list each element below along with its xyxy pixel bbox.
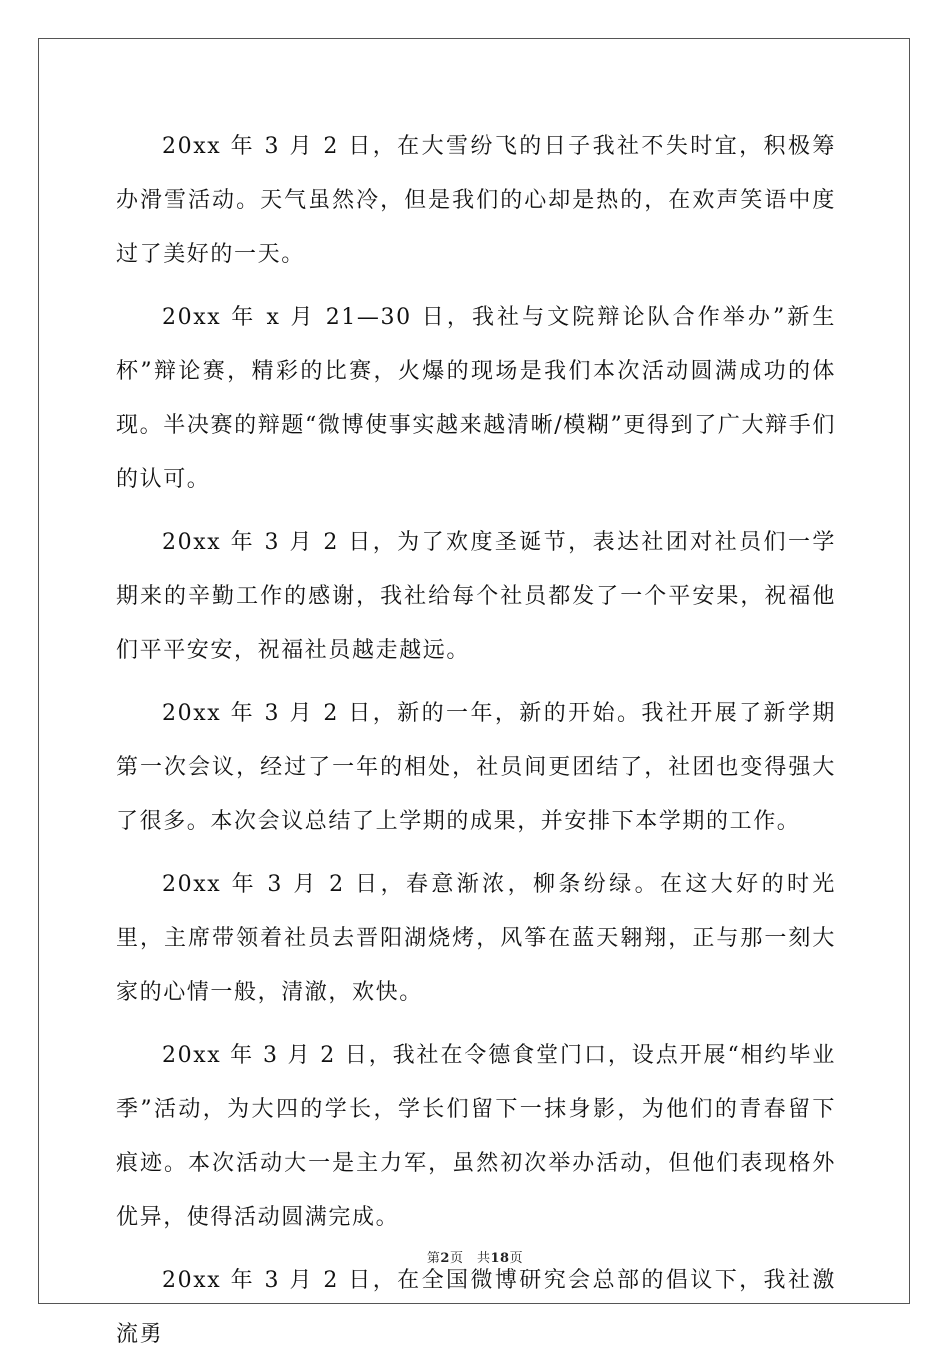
paragraph-5: 20xx 年 3 月 2 日，春意渐浓，柳条纷绿。在这大好的时光里，主席带领着社员去晋阳湖烧烤，风筝在蓝天翱翔，正与那一刻大家的心情一般，清澈，欢快。 (116, 872, 836, 1005)
paragraph-6: 20xx 年 3 月 2 日，我社在令德食堂门口，设点开展“相约毕业季”活动，为大四的学长，学长们留下一抹身影，为他们的青春留下痕迹。本次活动大一是主力军，虽然初次举办活动，但他们表现格外优异，使得活动圆满完成。 (116, 1043, 836, 1230)
footer-page-prefix: 第 (426, 1251, 441, 1266)
footer-page-mid: 页 共 (449, 1251, 491, 1266)
paragraph-1: 20xx 年 3 月 2 日，在大雪纷飞的日子我社不失时宜，积极筹办滑雪活动。天气虽然冷，但是我们的心却是热的，在欢声笑语中度过了美好的一天。 (116, 134, 836, 267)
paragraph-7: 20xx 年 3 月 2 日，在全国微博研究会总部的倡议下，我社激流勇 (116, 1268, 836, 1347)
footer-page-suffix: 页 (509, 1251, 524, 1266)
paragraph-3: 20xx 年 3 月 2 日，为了欢度圣诞节，表达社团对社员们一学期来的辛勤工作的感谢，我社给每个社员都发了一个平安果，祝福他们平平安安，祝福社员越走越远。 (116, 530, 836, 663)
paragraph-4: 20xx 年 3 月 2 日，新的一年，新的开始。我社开展了新学期第一次会议，经过了一年的相处，社员间更团结了，社团也变得强大了很多。本次会议总结了上学期的成果，并安排下本学期的工作。 (116, 701, 836, 834)
document-body (116, 120, 836, 1362)
page-footer (0, 1247, 950, 1266)
footer-total-pages: 18 (490, 1251, 510, 1266)
footer-current-page: 2 (440, 1251, 450, 1266)
paragraph-2: 20xx 年 x 月 21—30 日，我社与文院辩论队合作举办”新生杯”辩论赛，精彩的比赛，火爆的现场是我们本次活动圆满成功的体现。半决赛的辩题“微博使事实越来越清晰/模糊”更得到了广大辩手们的认可。 (116, 305, 836, 492)
